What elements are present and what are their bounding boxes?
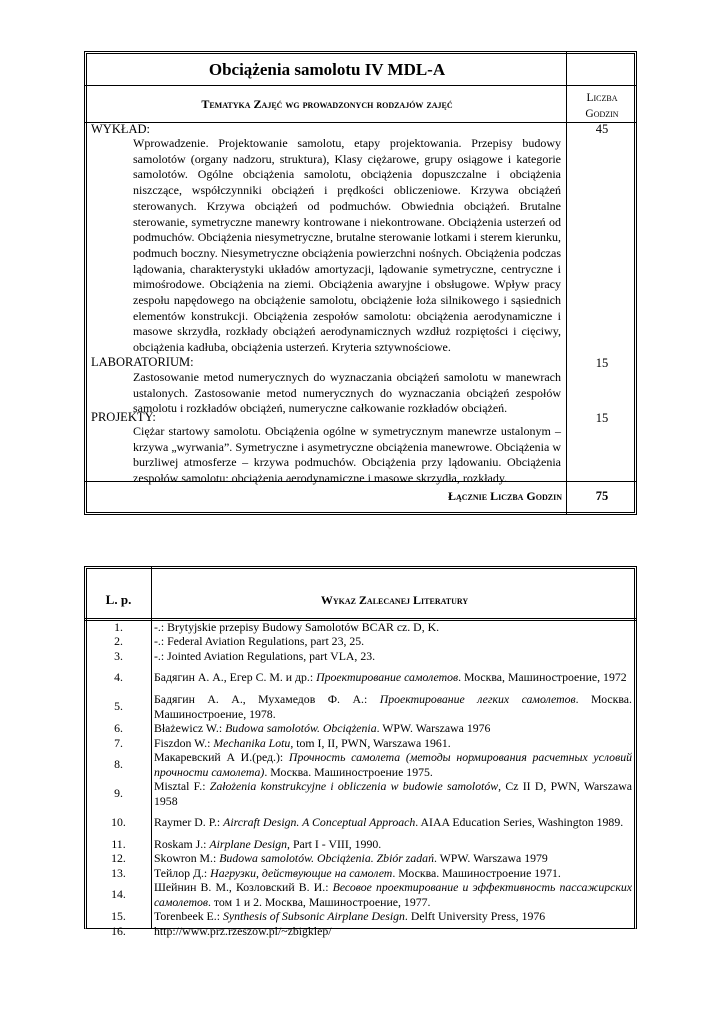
literature-row <box>86 924 637 938</box>
entry-title: Budowa samolotów. Obciążenia. Zbiór zadań <box>219 851 434 866</box>
entry-details: . Москва. Машиностроение 1975. <box>264 764 433 779</box>
literature-number: 3. <box>114 648 123 663</box>
literature-row <box>86 663 637 692</box>
literature-row <box>86 692 637 721</box>
entry-author: Fiszdon W.: <box>154 735 214 750</box>
entry-details: , Part I - VIII, 1990. <box>287 837 382 851</box>
literature-number: 14. <box>111 887 126 902</box>
literature-entry <box>151 779 632 808</box>
literature-entry <box>151 736 632 750</box>
literature-number: 12. <box>111 851 126 866</box>
entry-author: Макаревский А И.(ред.): <box>154 750 289 765</box>
entry-title: Synthesis of Subsonic Airplane Design <box>222 909 405 924</box>
literature-row <box>86 837 637 851</box>
entry-title: Проектирование легких самолетов <box>379 692 576 707</box>
literature-number: 16. <box>111 923 126 938</box>
entry-details: . том 1 и 2. Москва, Машиностроение, 1977. <box>208 894 431 909</box>
literature-number: 5. <box>114 699 123 714</box>
entry-title: Założenia konstrukcyjne i obliczenia w budowie samolotów <box>209 779 499 794</box>
section-label-laboratorium: LABORATORIUM: <box>91 355 194 369</box>
entry-details: , tom I, II, PWN, Warszawa 1961. <box>290 735 451 750</box>
entry-details: . AIAA Education Series, Washington 1989. <box>415 815 624 830</box>
literature-row <box>86 866 637 880</box>
entry-details: . Москва. Машиностроение, 1978. <box>154 692 632 721</box>
literature-entry <box>151 851 632 865</box>
literature-row <box>86 851 637 865</box>
entry-details: . Delft University Press, 1976 <box>404 909 546 924</box>
hours-header-line2: Godzin <box>585 108 619 120</box>
entry-author: Шейнин В. М., Козловский В. И.: <box>154 880 333 895</box>
literature-number: 7. <box>114 735 123 750</box>
entry-details: . Москва, Машиностроение, 1972 <box>458 670 627 685</box>
entry-author: Тейлор Д.: <box>154 865 211 880</box>
literature-row <box>86 634 637 648</box>
literature-entry <box>151 620 632 634</box>
literature-row <box>86 808 637 837</box>
entry-author: -.: Federal Aviation Regulations, part 23, 25. <box>154 634 365 649</box>
section-text-projekty: Ciężar startowy samolotu. Obciążenia ogólne w symetrycznym manewrze ustalonym – krzywa „wyrwania”. Symetryczne i asymetryczne obciążenia manewrowe. Obciążenia w burzliwej atmosferze – krzywa podmuchów. Obciążenia przy lądowaniu. Obciążenia zespołów samolotu: obciążenia aerodynamiczne i masowe skrzydła, rozkłady. <box>133 424 561 486</box>
entry-title: Весовое проектирование и эффективность пассажирских самолетов <box>154 880 633 909</box>
row-divider <box>84 85 637 86</box>
entry-details: , Cz II D, PWN, Warszawa 1958 <box>154 779 632 808</box>
literature-number: 4. <box>114 670 123 685</box>
section-text-laboratorium: Zastosowanie metod numerycznych do wyznaczania obciążeń samolotu w manewrach ustalonych. Zastosowanie metod numerycznych do wyznaczania obciążeń zespołów samolotu i rozkładów obciążeń, numeryczne całkowanie rozkładów obciążeń. <box>133 370 561 416</box>
literature-entry <box>151 866 632 880</box>
literature-number: 15. <box>111 909 126 924</box>
course-title: Obciążenia samolotu IV MDL-A <box>208 60 446 79</box>
literature-row <box>86 779 637 808</box>
section-hours-wyklad: 45 <box>595 122 609 136</box>
literature-entry <box>151 692 632 721</box>
entry-author: Misztal F.: <box>154 779 210 794</box>
entry-title: Budowa samolotów. Obciążenia <box>225 721 377 736</box>
literature-entry <box>151 670 632 684</box>
entry-title: Mechanika Lotu <box>213 735 291 750</box>
literature-entry <box>151 880 632 909</box>
total-hours: 75 <box>595 489 609 503</box>
entry-title: Прочность самолета (методы нормирования расчетных условий прочности самолета) <box>154 750 632 779</box>
literature-entry <box>151 750 632 779</box>
literature-entry <box>151 909 632 923</box>
literature-number: 10. <box>111 815 126 830</box>
literature-number: 2. <box>114 634 123 649</box>
literature-entry <box>151 815 632 829</box>
literature-row <box>86 909 637 923</box>
literature-entry <box>151 721 632 735</box>
literature-row <box>86 620 637 634</box>
row-divider <box>84 122 637 123</box>
section-label-projekty: PROJEKTY: <box>91 410 156 424</box>
entry-author: -.: Brytyjskie przepisy Budowy Samolotów BCAR cz. D, K. <box>154 620 440 634</box>
literature-entry <box>151 837 632 851</box>
hours-header-line1: Liczba <box>586 92 618 104</box>
entry-author: Бадягин А. А., Мухамедов Ф. А.: <box>154 692 380 707</box>
entry-author: Błażewicz W.: <box>154 721 226 736</box>
entry-title: Проектирование самолетов <box>316 670 459 685</box>
literature-header: Wykaz Zalecanej Literatury <box>320 593 469 607</box>
entry-details: . Москва. Машиностроение 1971. <box>392 865 561 880</box>
section-hours-projekty: 15 <box>595 411 609 425</box>
literature-row <box>86 736 637 750</box>
lp-header: L. p. <box>105 592 132 607</box>
literature-row <box>86 750 637 779</box>
literature-number: 11. <box>111 837 126 851</box>
literature-number: 9. <box>114 786 123 801</box>
literature-row <box>86 721 637 735</box>
entry-details: . WPW. Warszawa 1979 <box>433 851 548 866</box>
literature-entry <box>151 924 632 938</box>
entry-title: Aircraft Design. A Conceptual Approach <box>223 815 416 830</box>
section-label-wyklad: WYKŁAD: <box>91 122 151 136</box>
section-hours-laboratorium: 15 <box>595 356 609 370</box>
literature-number: 6. <box>114 721 123 736</box>
entry-author: Skowron M.: <box>154 851 220 866</box>
topics-header: Tematyka Zajęć wg prowadzonych rodzajów zajęć <box>201 97 453 111</box>
literature-number: 1. <box>114 620 123 634</box>
total-label: Łącznie Liczba Godzin <box>447 489 562 503</box>
entry-author: http://www.prz.rzeszow.pl/~zbigklep/ <box>154 923 332 938</box>
literature-entry <box>151 649 632 663</box>
literature-number: 13. <box>111 865 126 880</box>
literature-row <box>86 649 637 663</box>
entry-author: Torenbeek E.: <box>154 909 223 924</box>
literature-number: 8. <box>114 757 123 772</box>
entry-author: Бадягин А. А., Егер С. М. и др.: <box>154 670 317 685</box>
entry-author: Raymer D. P.: <box>154 815 224 830</box>
entry-title: Airplane Design <box>209 837 288 851</box>
hours-header <box>567 90 637 122</box>
literature-row <box>86 880 637 909</box>
entry-author: Roskam J.: <box>154 837 210 851</box>
entry-details: . WPW. Warszawa 1976 <box>376 721 491 736</box>
entry-author: -.: Jointed Aviation Regulations, part VLA, 23. <box>154 648 376 663</box>
literature-entry <box>151 634 632 648</box>
section-text-wyklad: Wprowadzenie. Projektowanie samolotu, etapy projektowania. Przepisy budowy samolotów (organy nadzoru, struktura), Klasy ciężarowe, grupy osiągowe i kategorie samolotów. Ogólne obciążenia samolotu, obciążenia dopuszczalne i obciążenia niszczące, współczynniki obciążeń i prędkości obliczeniowe. Krzywa obciążeń sterowanych. Krzywa obciążeń od podmuchów. Obwiednia obciążeń. Brutalne sterowanie, symetryczne manewry kontrowane i niekontrowane. Obciążenia usterzeń od podmuchów. Obciążenia niesymetryczne, brutalne sterowanie lotkami i sterem kierunku, podmuch boczny. Niesymetryczne obciążenia powierzchni nośnych. Obciążenia podczas lądowania, charakterystyki układów amortyzacji, lądowanie symetryczne, centryczne i mimośrodowe. Obciążenia na ziemi. Obciążenia awaryjne i obsługowe. Wpływ pracy zespołu napędowego na obciążenie samolotu, obciążenie łoża silnikowego i sąsiednich elementów konstrukcji. Obciążenia zespołów samolotu: obciążenia aerodynamiczne i masowe skrzydła, rozkłady obciążeń aerodynamicznych wzdłuż rozpiętości i cięciwy, obciążenia kadłuba, obciążenia usterzeń. Kryteria sztywnościowe. <box>133 136 561 355</box>
entry-title: Нагрузки, действующие на самолет <box>210 865 393 880</box>
